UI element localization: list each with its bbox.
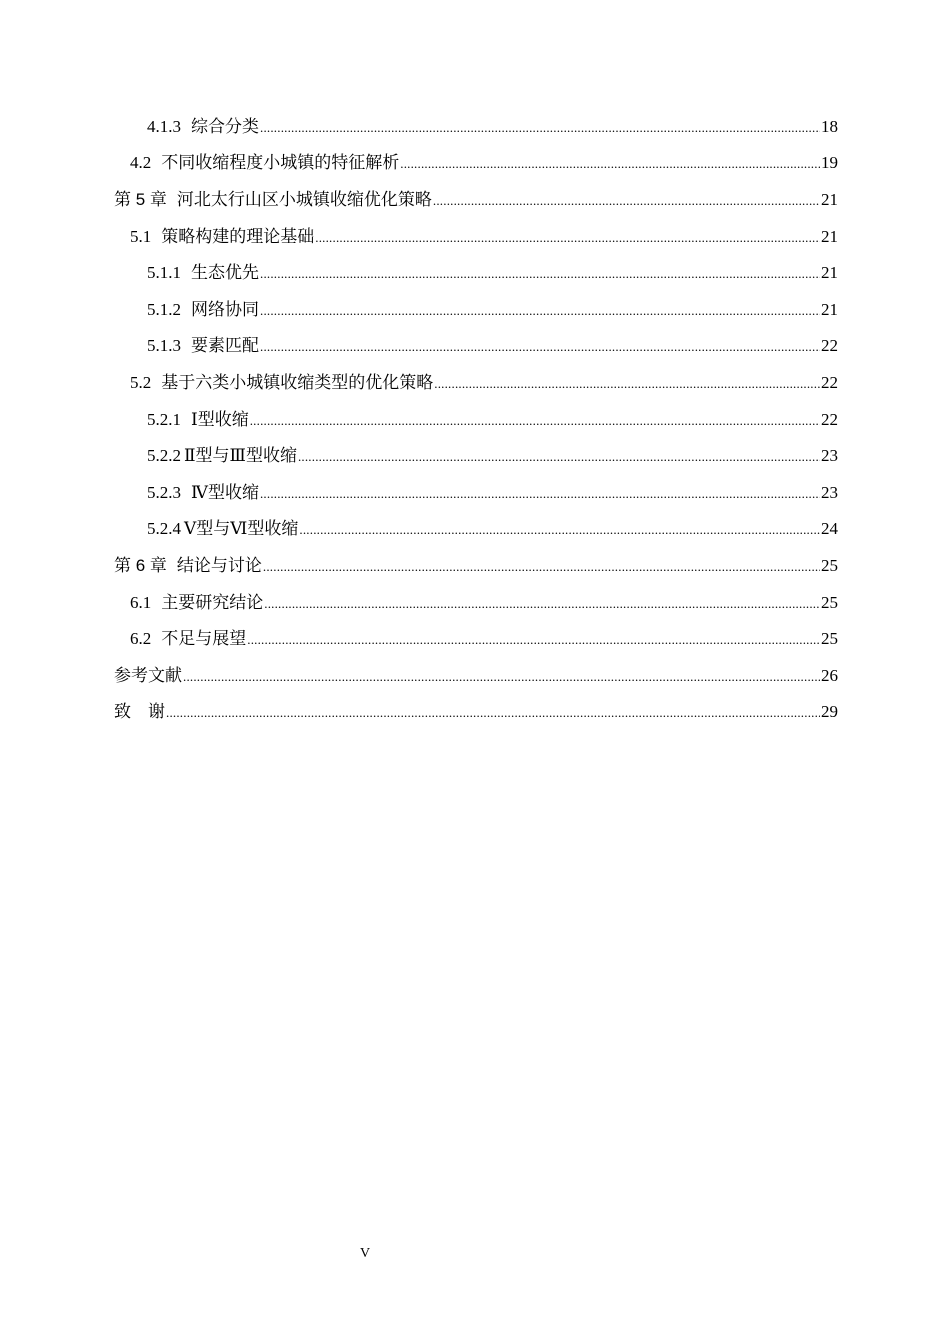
toc-entry-number: 5.2.4 <box>147 519 181 539</box>
toc-entry-title: 参考文献 <box>114 665 182 685</box>
toc-entry-number: 第 6 章 <box>114 555 167 575</box>
toc-entry-number: 5.2.2 <box>147 446 181 466</box>
toc-entry-page: 18 <box>821 116 838 136</box>
toc-entry-title: 不足与展望 <box>161 629 247 649</box>
toc-entry-page: 19 <box>821 153 838 173</box>
toc-entry-number: 5.1.2 <box>147 299 181 319</box>
toc-entry[interactable] <box>114 511 838 548</box>
toc-leader-dots <box>298 447 820 464</box>
toc-entry-label <box>130 228 314 245</box>
toc-entry-title: 主要研究结论 <box>161 592 264 612</box>
toc-entry-title: 结论与讨论 <box>176 555 262 575</box>
toc-entry-page: 22 <box>821 336 838 356</box>
toc-entry-page: 22 <box>821 372 838 392</box>
toc-entry-number: 5.2 <box>130 372 152 392</box>
toc-entry-title: 综合分类 <box>191 116 259 136</box>
toc-entry-label <box>147 520 298 537</box>
toc-entry-title: Ⅴ型与Ⅵ型收缩 <box>184 519 299 539</box>
toc-leader-dots <box>247 630 820 647</box>
toc-entry-number: 5.1.1 <box>147 263 181 283</box>
toc-entry-label <box>114 703 165 720</box>
toc-entry[interactable] <box>114 328 838 365</box>
toc-entry-page: 24 <box>821 519 838 539</box>
toc-entry-number: 5.2.3 <box>147 482 181 502</box>
toc-entry-number: 5.1.3 <box>147 336 181 356</box>
toc-entry-title: 不同收缩程度小城镇的特征解析 <box>161 153 400 173</box>
toc-entry-number: 5.2.1 <box>147 409 181 429</box>
toc-entry-number: 第 5 章 <box>114 189 167 209</box>
toc-entry-label <box>147 484 259 501</box>
toc-leader-dots <box>400 154 820 171</box>
toc-entry-label <box>147 301 259 318</box>
toc-leader-dots <box>260 301 820 318</box>
toc-entry-title: 策略构建的理论基础 <box>161 226 315 246</box>
toc-entry-label <box>130 374 433 391</box>
toc-entry-label <box>114 191 432 208</box>
toc-entry-page: 23 <box>821 446 838 466</box>
toc-entry-page: 25 <box>821 555 838 575</box>
toc-entry-title: Ⅱ型与Ⅲ型收缩 <box>184 446 297 466</box>
toc-leader-dots <box>263 557 820 574</box>
toc-leader-dots <box>250 411 820 428</box>
toc-entry[interactable] <box>114 620 838 657</box>
toc-entry-number: 6.2 <box>130 629 152 649</box>
toc-entry-label <box>147 411 249 428</box>
toc-entry[interactable] <box>114 181 838 218</box>
toc-entry-page: 21 <box>821 189 838 209</box>
toc-entry-title: 河北太行山区小城镇收缩优化策略 <box>176 189 432 209</box>
toc-entry[interactable] <box>114 547 838 584</box>
toc-leader-dots <box>299 520 820 537</box>
toc-entry[interactable] <box>114 657 838 694</box>
toc-entry[interactable] <box>114 401 838 438</box>
toc-entry-number: 4.2 <box>130 153 152 173</box>
toc-entry[interactable] <box>114 474 838 511</box>
toc-entry-label <box>147 264 259 281</box>
toc-leader-dots <box>166 703 820 720</box>
table-of-contents <box>114 108 838 730</box>
toc-entry-title: 基于六类小城镇收缩类型的优化策略 <box>161 372 434 392</box>
toc-entry-page: 25 <box>821 629 838 649</box>
toc-entry-label <box>130 154 399 171</box>
toc-entry[interactable] <box>114 291 838 328</box>
toc-entry-page: 23 <box>821 482 838 502</box>
toc-entry-label <box>147 118 259 135</box>
toc-entry[interactable] <box>114 145 838 182</box>
toc-entry-page: 21 <box>821 299 838 319</box>
toc-entry-title: 致 谢 <box>114 702 165 722</box>
toc-entry-label <box>114 667 182 684</box>
toc-entry[interactable] <box>114 694 838 731</box>
toc-leader-dots <box>260 264 820 281</box>
toc-entry[interactable] <box>114 584 838 621</box>
toc-entry-page: 29 <box>821 702 838 722</box>
toc-entry-title: 生态优先 <box>191 263 259 283</box>
toc-entry-title: Ⅳ型收缩 <box>191 482 259 502</box>
toc-entry-page: 21 <box>821 263 838 283</box>
toc-entry-label <box>130 630 246 647</box>
toc-entry-page: 21 <box>821 226 838 246</box>
toc-entry-title: 要素匹配 <box>191 336 259 356</box>
toc-leader-dots <box>315 228 820 245</box>
toc-leader-dots <box>260 118 820 135</box>
toc-entry-label <box>114 557 262 574</box>
toc-entry-title: Ⅰ型收缩 <box>191 409 249 429</box>
toc-entry[interactable] <box>114 254 838 291</box>
toc-leader-dots <box>433 191 820 208</box>
toc-entry[interactable] <box>114 108 838 145</box>
toc-leader-dots <box>260 337 820 354</box>
toc-entry[interactable] <box>114 364 838 401</box>
toc-entry[interactable] <box>114 437 838 474</box>
toc-entry-label <box>147 447 297 464</box>
toc-entry[interactable] <box>114 218 838 255</box>
toc-entry-label <box>147 337 259 354</box>
page-number: V <box>359 1246 371 1261</box>
toc-entry-page: 26 <box>821 665 838 685</box>
toc-entry-page: 25 <box>821 592 838 612</box>
toc-entry-number: 5.1 <box>130 226 152 246</box>
toc-leader-dots <box>434 374 820 391</box>
toc-entry-number: 6.1 <box>130 592 152 612</box>
toc-entry-page: 22 <box>821 409 838 429</box>
toc-entry-title: 网络协同 <box>191 299 259 319</box>
toc-entry-number: 4.1.3 <box>147 116 181 136</box>
toc-leader-dots <box>260 484 820 501</box>
toc-entry-label <box>130 594 263 611</box>
toc-leader-dots <box>183 667 820 684</box>
toc-leader-dots <box>264 594 820 611</box>
